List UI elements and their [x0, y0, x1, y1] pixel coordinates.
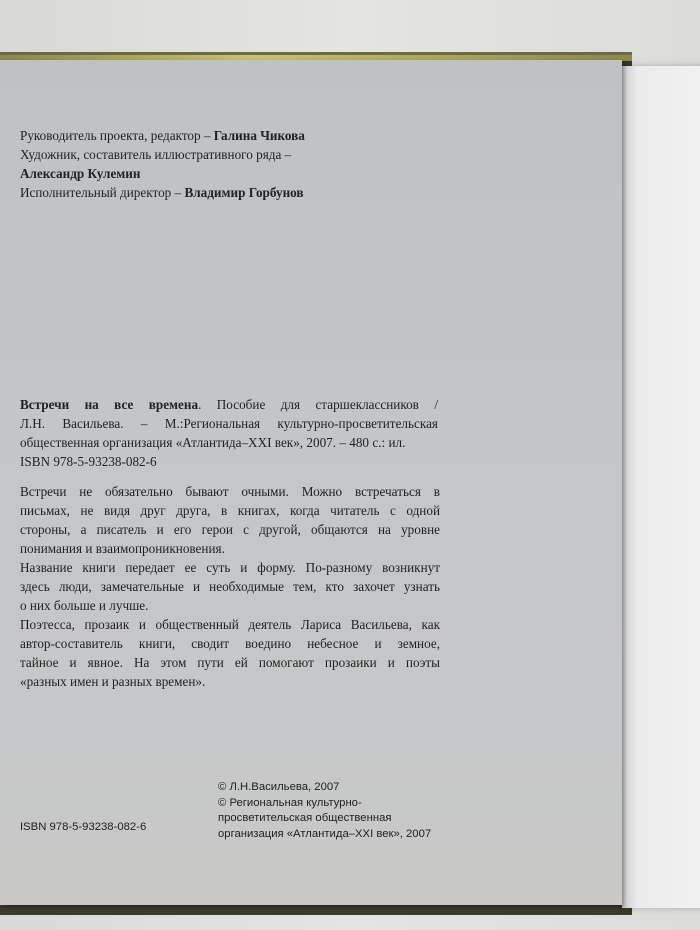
book-page	[0, 60, 622, 905]
annotation-line: автор-составитель книги, сводит воедино небесное и земное,	[20, 636, 440, 651]
annotation-line: письмах, не видя друг друга, в книгах, когда читатель с одной	[20, 503, 440, 518]
copyright-block	[218, 780, 431, 842]
copyright-line: © Л.Н.Васильева, 2007	[218, 781, 340, 793]
annotation-line: стороны, а писатель и его герои с другой, общаются на уровне	[20, 522, 440, 537]
copyright-line: © Региональная культурно-	[218, 796, 362, 809]
credit-editor-role: Руководитель проекта, редактор –	[20, 128, 214, 143]
annotation-line: здесь люди, замечательные и необходимые тем, кто захочет узнать	[20, 579, 440, 594]
credit-director	[20, 183, 520, 202]
credit-editor	[20, 126, 520, 145]
credit-editor-name: Галина Чикова	[213, 128, 305, 143]
isbn-footer: ISBN 978-5-93238-082-6	[20, 821, 147, 833]
annotation-paragraph-2	[20, 558, 440, 615]
annotation-line: Название книги передает ее суть и форму. По-разному возникнут	[20, 560, 440, 575]
annotation-line: понимания и взаимопроникновения.	[20, 541, 225, 556]
copyright-line: просветительская общественная	[218, 812, 392, 824]
annotation-line: тайное и явное. На этом пути ей помогают прозаики и поэты	[20, 655, 440, 670]
facing-page-edge	[622, 66, 700, 908]
book-title: Встречи на все времена	[20, 397, 199, 412]
credit-artist-name-text: Александр Кулемин	[20, 166, 141, 181]
annotation-line: Встречи не обязательно бывают очными. Можно встречаться в	[20, 484, 440, 499]
biblio-line-2: Л.Н. Васильева. – М.:Региональная культурно-просветительская	[20, 416, 438, 431]
annotation-paragraph-3	[20, 615, 440, 691]
biblio-line-3: общественная организация «Атлантида–XXI век», 2007. – 480 с.: ил.	[20, 435, 406, 450]
annotation-line: «разных имен и разных времен».	[20, 674, 206, 689]
annotation-line: о них больше и лучше.	[20, 598, 149, 613]
copyright-line: организация «Атлантида–XXI век», 2007	[218, 827, 432, 840]
credit-director-name: Владимир Горбунов	[184, 185, 304, 200]
credit-artist-role: Художник, составитель иллюстративного ряда –	[20, 147, 292, 162]
biblio-line-1	[20, 395, 438, 414]
annotation	[20, 482, 440, 691]
bibliographic-record	[20, 395, 438, 471]
biblio-line-1-rest: . Пособие для старшеклассников /	[198, 397, 438, 412]
annotation-line: Поэтесса, прозаик и общественный деятель Лариса Васильева, как	[20, 617, 440, 632]
credits-block	[20, 126, 520, 202]
annotation-paragraph-1	[20, 482, 440, 558]
credit-director-role: Исполнительный директор –	[20, 185, 185, 200]
biblio-isbn: ISBN 978-5-93238-082-6	[20, 454, 157, 469]
credit-artist-name	[20, 164, 520, 183]
